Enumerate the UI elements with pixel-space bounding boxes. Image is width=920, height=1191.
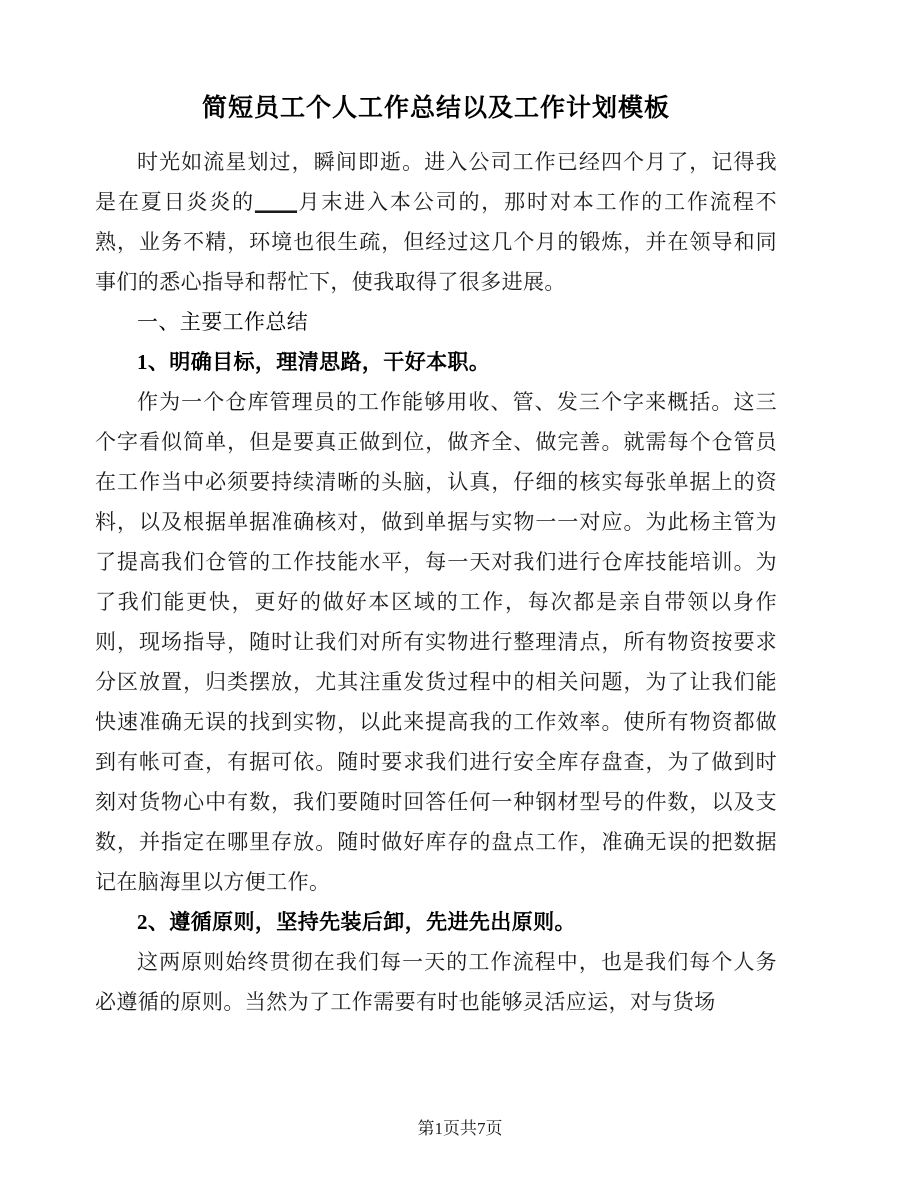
document-blocks xyxy=(95,142,777,1022)
heading-subsection-one: 1、明确目标，理清思路，干好本职。 xyxy=(137,349,491,374)
page-title: 简短员工个人工作总结以及工作计划模板 xyxy=(201,94,670,122)
heading-section-one: 一、主要工作总结 xyxy=(137,309,309,334)
document-body xyxy=(95,92,777,1022)
heading-subsection-two: 2、遵循原则，坚持先装后卸，先进先出原则。 xyxy=(137,909,576,934)
paragraph-principles: 这两原则始终贯彻在我们每一天的工作流程中，也是我们每个人务必遵循的原则。当然为了工作需要有时也能够灵活应运，对与货场 xyxy=(95,949,777,1014)
page-footer xyxy=(0,1118,920,1140)
paragraph-warehouse-duties: 作为一个仓库管理员的工作能够用收、管、发三个字来概括。这三个字看似简单，但是要真正做到位，做齐全、做完善。就需每个仓管员在工作当中必须要持续清晰的头脑，认真，仔细的核实每张单据上的资料，以及根据单据准确核对，做到单据与实物一一对应。为此杨主管为了提高我们仓管的工作技能水平，每一天对我们进行仓库技能培训。为了我们能更快，更好的做好本区域的工作，每次都是亲自带领以身作则，现场指导，随时让我们对所有实物进行整理清点，所有物资按要求分区放置，归类摆放，尤其注重发货过程中的相关问题，为了让我们能快速准确无误的找到实物，以此来提高我的工作效率。使所有物资都做到有帐可查，有据可依。随时要求我们进行安全库存盘查，为了做到时刻对货物心中有数，我们要随时回答任何一种钢材型号的件数，以及支数，并指定在哪里存放。随时做好库存的盘点工作，准确无误的把数据记在脑海里以方便工作。 xyxy=(95,389,777,894)
paragraph-intro: 时光如流星划过，瞬间即逝。进入公司工作已经四个月了，记得我是在夏日炎炎的____月末进入本公司的，那时对本工作的工作流程不熟，业务不精，环境也很生疏，但经过这几个月的锻炼，并在领导和同事们的悉心指导和帮忙下，使我取得了很多进展。 xyxy=(95,149,777,294)
page-number-label: 第1页共7页 xyxy=(417,1119,503,1138)
fill-in-blank: ____ xyxy=(255,189,297,214)
